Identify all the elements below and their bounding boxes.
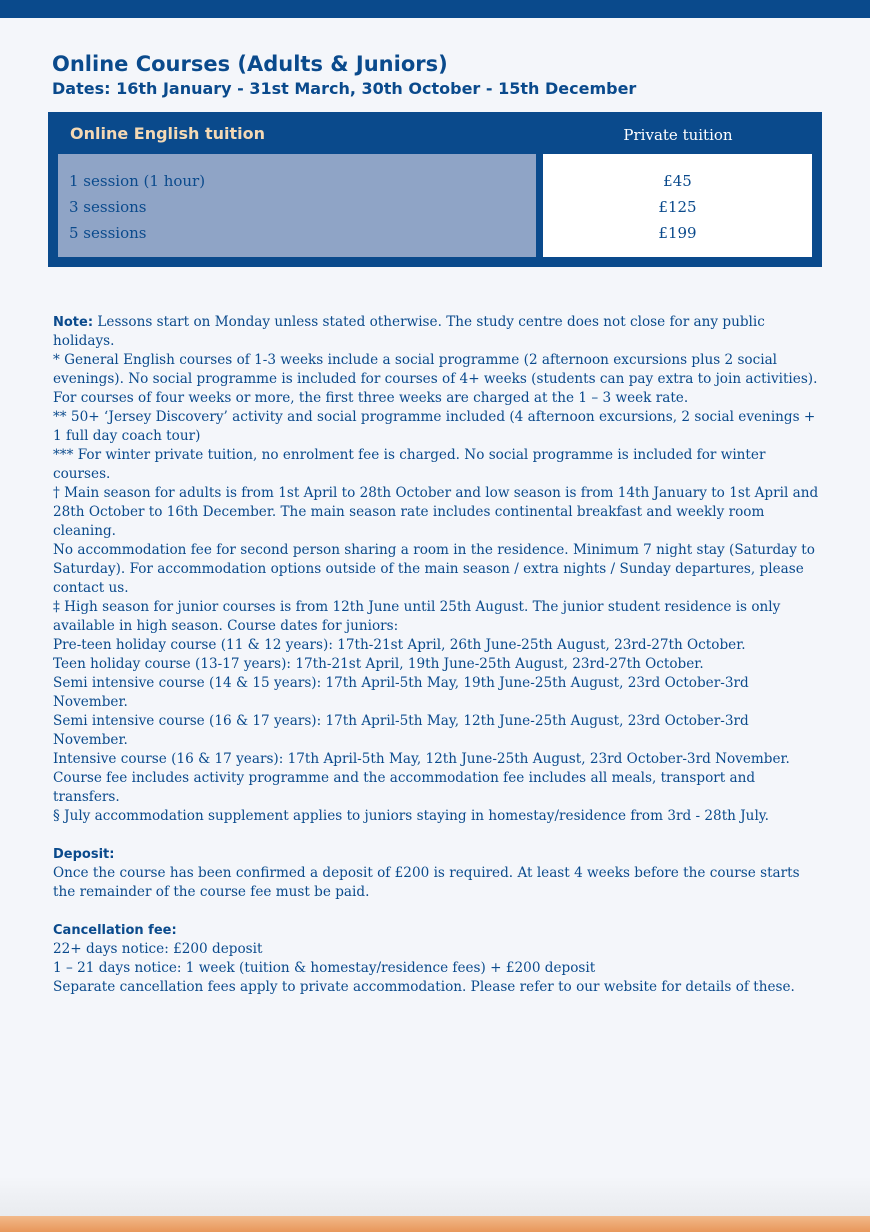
note-label: Note: — [53, 315, 94, 330]
table-header-private-tuition: Private tuition — [623, 126, 733, 144]
note-line: Pre-teen holiday course (11 & 12 years): 17th-21st April, 26th June-25th August, 23rd-27th October. — [53, 637, 746, 653]
session-price: £45 — [663, 172, 692, 190]
session-label: 3 sessions — [69, 198, 147, 216]
note-line: No accommodation fee for second person sharing a room in the residence. Minimum 7 night stay (Saturday to Saturday). For accommodation options outside of the main season / extra nights / Sunday departures, please contact us. — [53, 542, 815, 596]
notes-section — [53, 313, 823, 997]
note-line: * General English courses of 1-3 weeks include a social programme (2 afternoon excursions plus 2 social evenings). No social programme is included for courses of 4+ weeks (students can pay extra to join activities). — [53, 352, 818, 387]
note-text: Lessons start on Monday unless stated otherwise. The study centre does not close for any public holidays. — [53, 314, 765, 349]
cancellation-line: 1 – 21 days notice: 1 week (tuition & homestay/residence fees) + £200 deposit — [53, 960, 596, 976]
deposit-label: Deposit: — [53, 847, 115, 862]
note-line: Semi intensive course (16 & 17 years): 17th April-5th May, 12th June-25th August, 23rd October-3rd November. — [53, 713, 749, 748]
note-line: For courses of four weeks or more, the first three weeks are charged at the 1 – 3 week rate. — [53, 390, 689, 406]
course-dates: Dates: 16th January - 31st March, 30th October - 15th December — [52, 79, 637, 98]
note-line: *** For winter private tuition, no enrolment fee is charged. No social programme is included for winter courses. — [53, 447, 766, 482]
top-banner-bar — [0, 0, 870, 18]
session-labels-cell — [58, 154, 536, 257]
note-line: Course fee includes activity programme and the accommodation fee includes all meals, transport and transfers. — [53, 770, 756, 805]
bottom-accent-bar — [0, 1216, 870, 1232]
session-price: £125 — [658, 198, 697, 216]
deposit-heading — [53, 845, 823, 864]
cancellation-line: Separate cancellation fees apply to private accommodation. Please refer to our website for details of these. — [53, 979, 795, 995]
note-line — [53, 313, 823, 351]
note-line: Intensive course (16 & 17 years): 17th April-5th May, 12th June-25th August, 23rd October-3rd November. — [53, 751, 790, 767]
price-table — [48, 112, 822, 267]
note-line: † Main season for adults is from 1st April to 28th October and low season is from 14th January to 1st April and 28th October to 16th December. The main season rate includes continental breakfast and weekly room cleaning. — [53, 485, 819, 539]
cancellation-heading — [53, 921, 823, 940]
note-line: ** 50+ ‘Jersey Discovery’ activity and social programme included (4 afternoon excursions, 2 social evenings + 1 full day coach tour) — [53, 409, 816, 444]
bottom-fade — [0, 1176, 870, 1216]
note-line: Teen holiday course (13-17 years): 17th-21st April, 19th June-25th August, 23rd-27th October. — [53, 656, 704, 672]
session-prices-cell — [543, 154, 812, 257]
page-title: Online Courses (Adults & Juniors) — [52, 52, 448, 76]
note-line: Semi intensive course (14 & 15 years): 17th April-5th May, 19th June-25th August, 23rd October-3rd November. — [53, 675, 749, 710]
cancellation-line: 22+ days notice: £200 deposit — [53, 941, 263, 957]
note-line: § July accommodation supplement applies to juniors staying in homestay/residence from 3rd - 28th July. — [53, 808, 769, 824]
table-header-online-tuition: Online English tuition — [70, 124, 266, 143]
note-line: ‡ High season for junior courses is from 12th June until 25th August. The junior student residence is only available in high season. Course dates for juniors: — [53, 599, 781, 634]
session-label: 5 sessions — [69, 224, 147, 242]
page-heading — [52, 50, 636, 100]
session-label: 1 session (1 hour) — [69, 172, 206, 190]
session-price: £199 — [658, 224, 697, 242]
cancellation-label: Cancellation fee: — [53, 923, 177, 938]
deposit-text: Once the course has been confirmed a deposit of £200 is required. At least 4 weeks before the course starts the remainder of the course fee must be paid. — [53, 865, 800, 900]
